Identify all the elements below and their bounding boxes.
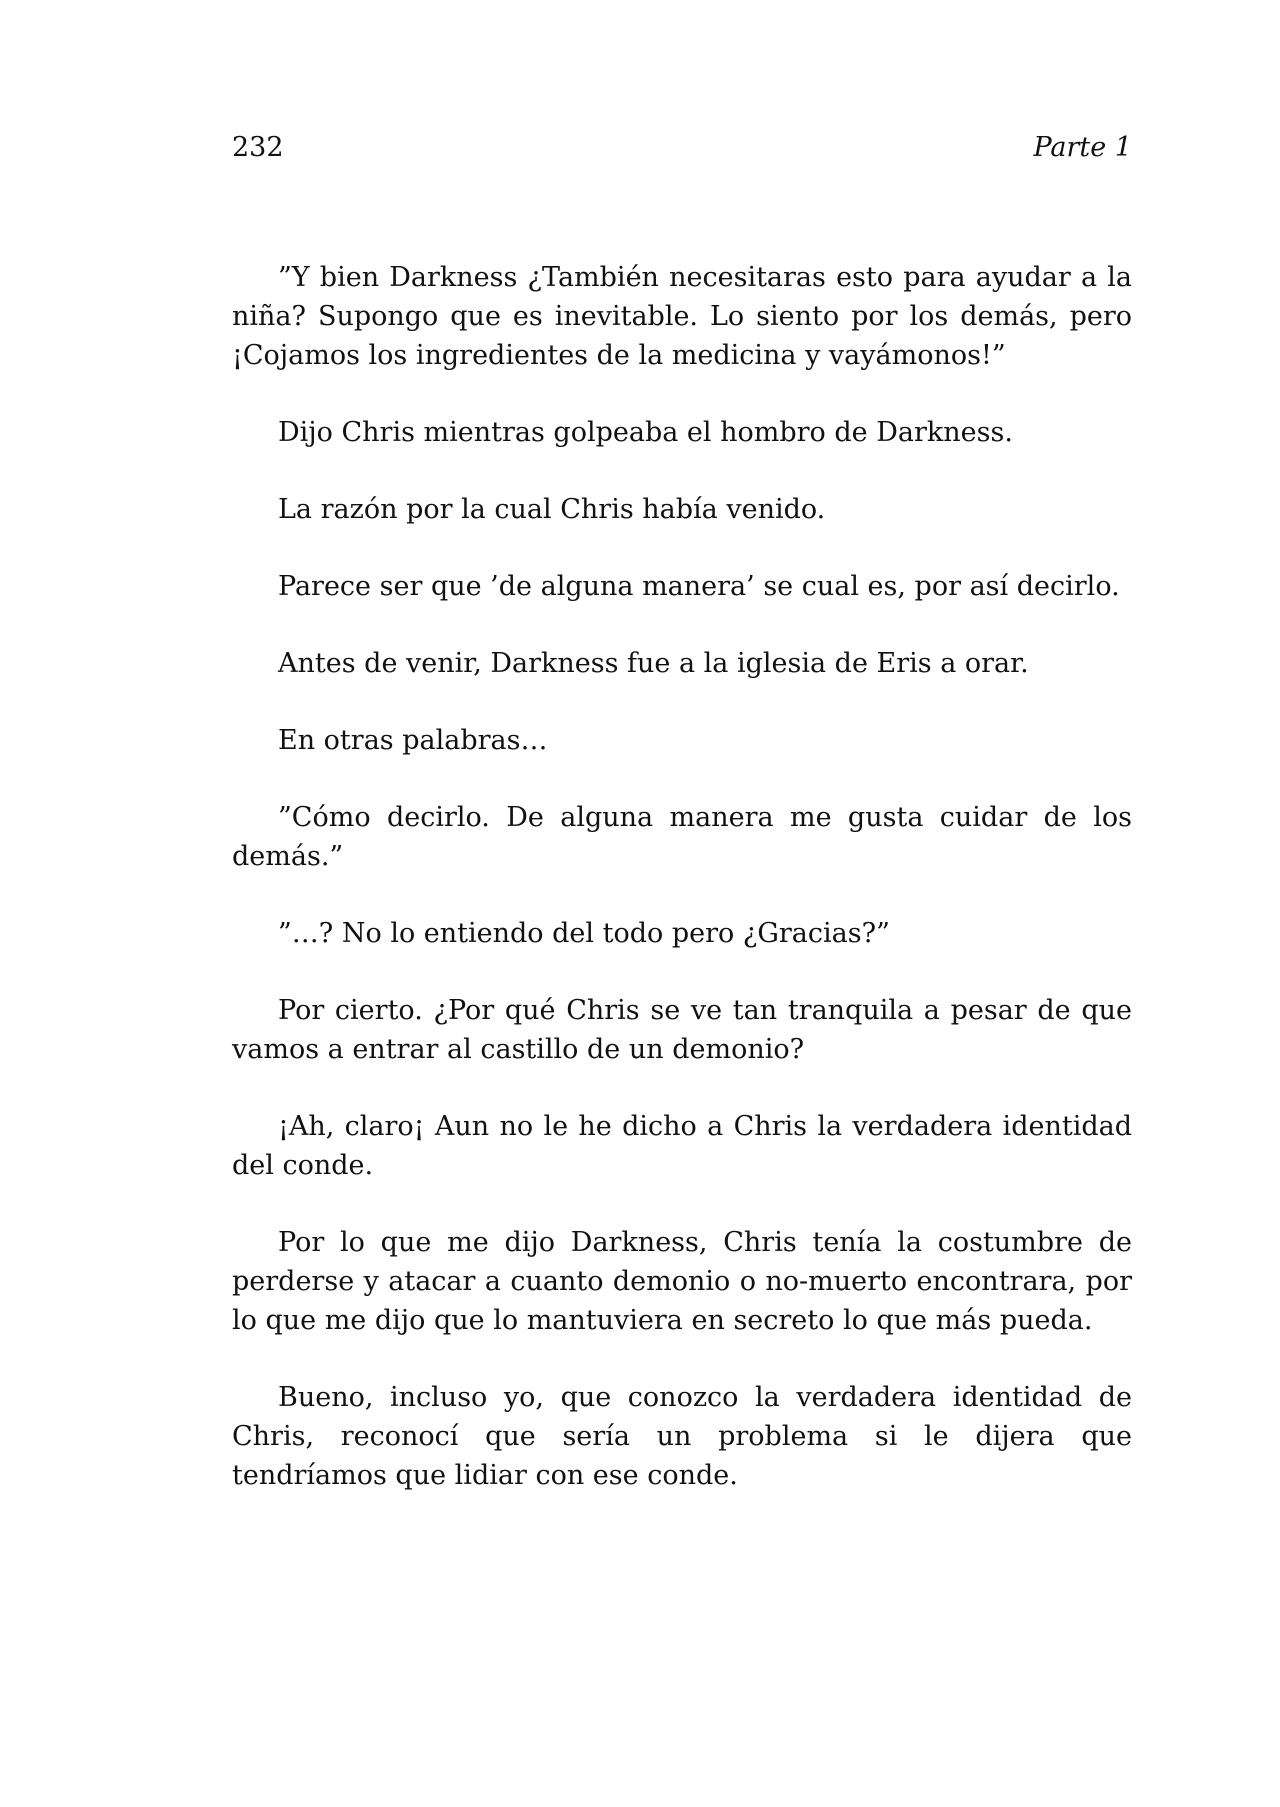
page-header — [232, 128, 1132, 168]
running-head: Parte 1 — [1033, 132, 1132, 163]
paragraph: Por lo que me dijo Darkness, Chris tenía la costumbre de perderse y atacar a cuanto demonio o no-muerto encontrara, por lo que me dijo que lo mantuviera en secreto lo que más pueda. — [232, 1227, 1132, 1336]
paragraph: Por cierto. ¿Por qué Chris se ve tan tranquila a pesar de que vamos a entrar al castillo de un demonio? — [232, 995, 1132, 1065]
paragraph: En otras palabras… — [278, 725, 548, 756]
paragraph: ”Y bien Darkness ¿También necesitaras esto para ayudar a la niña? Supongo que es inevitable. Lo siento por los demás, pero ¡Cojamos los ingredientes de la medicina y vayámonos!” — [232, 262, 1132, 371]
body-text — [232, 258, 1132, 1533]
paragraph: La razón por la cual Chris había venido. — [278, 494, 826, 525]
page-number: 232 — [232, 132, 284, 163]
paragraph: ”…? No lo entiendo del todo pero ¿Gracias?” — [278, 918, 890, 949]
paragraph: ¡Ah, claro¡ Aun no le he dicho a Chris la verdadera identidad del conde. — [232, 1111, 1132, 1181]
paragraph: ”Cómo decirlo. De alguna manera me gusta cuidar de los demás.” — [232, 802, 1132, 872]
paragraph: Bueno, incluso yo, que conozco la verdadera identidad de Chris, reconocí que sería un problema si le dijera que tendríamos que lidiar con ese conde. — [232, 1382, 1132, 1491]
paragraph: Parece ser que ’de alguna manera’ se cual es, por así decirlo. — [278, 571, 1120, 602]
paragraph: Antes de venir, Darkness fue a la iglesia de Eris a orar. — [278, 648, 1029, 679]
paragraph: Dijo Chris mientras golpeaba el hombro de Darkness. — [278, 417, 1013, 448]
